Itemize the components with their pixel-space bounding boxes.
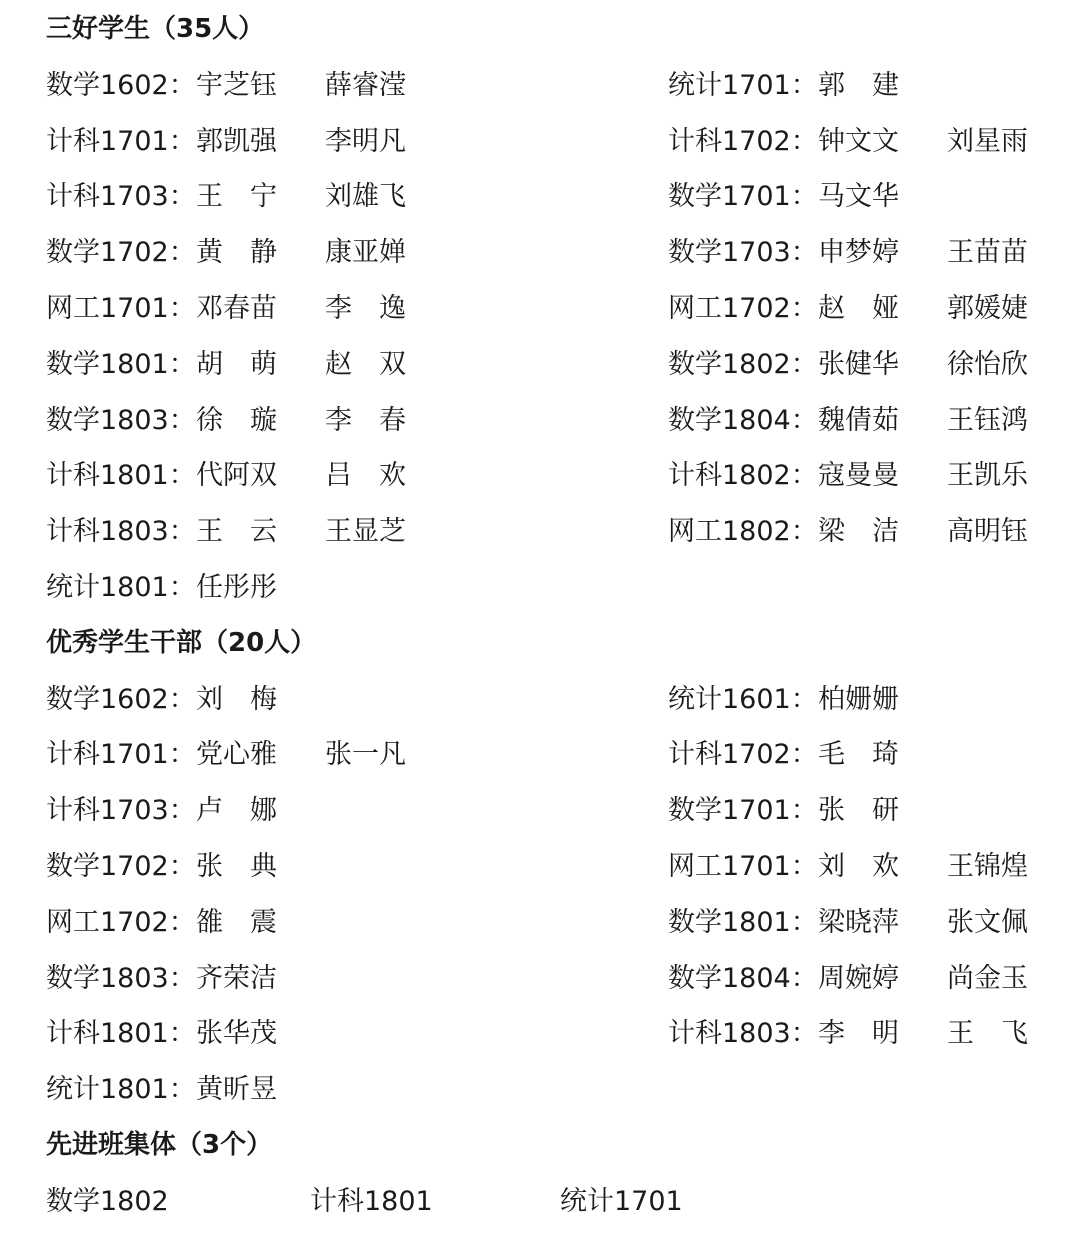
student-name: 薛睿滢 — [325, 69, 406, 101]
class-label: 计科1703： — [46, 795, 196, 827]
advanced-class: 计科1801 — [310, 1185, 433, 1217]
student-name: 黄 静 — [196, 237, 277, 269]
student-name: 魏倩茹 — [818, 404, 899, 436]
student-name: 李 明 — [818, 1018, 899, 1050]
class-label: 计科1701： — [46, 739, 196, 771]
class-label: 数学1602： — [46, 69, 196, 101]
class-label: 网工1701： — [46, 292, 196, 324]
class-label: 计科1801： — [46, 460, 196, 492]
class-label: 数学1801： — [668, 906, 818, 938]
class-label: 统计1701： — [668, 69, 818, 101]
student-name: 申梦婷 — [818, 237, 899, 269]
student-name: 吕 欢 — [325, 460, 406, 492]
class-label: 数学1701： — [668, 795, 818, 827]
class-label: 数学1602： — [46, 683, 196, 715]
student-name: 梁 洁 — [818, 516, 899, 548]
award-row — [46, 225, 1056, 281]
student-name: 张 研 — [818, 795, 899, 827]
class-label: 计科1702： — [668, 125, 818, 157]
student-name: 刘 欢 — [818, 850, 899, 882]
student-name: 王 宁 — [196, 181, 277, 213]
student-name: 李 逸 — [325, 292, 406, 324]
student-name: 雒 震 — [196, 906, 277, 938]
class-label: 计科1803： — [668, 1018, 818, 1050]
class-label: 数学1702： — [46, 850, 196, 882]
class-label: 数学1801： — [46, 348, 196, 380]
student-name: 邓春苗 — [196, 292, 277, 324]
student-name: 康亚婵 — [325, 237, 406, 269]
student-name: 卢 娜 — [196, 795, 277, 827]
class-label: 数学1803： — [46, 962, 196, 994]
student-name: 郭凯强 — [196, 125, 277, 157]
class-label: 计科1702： — [668, 739, 818, 771]
student-name: 柏姗姗 — [818, 683, 899, 715]
class-label: 数学1804： — [668, 404, 818, 436]
award-row — [46, 114, 1056, 170]
student-name: 张健华 — [818, 348, 899, 380]
award-row — [46, 504, 1056, 560]
award-row — [46, 839, 1056, 895]
award-row — [46, 1062, 1056, 1118]
advanced-class-row — [46, 1174, 1056, 1230]
student-name: 王凯乐 — [947, 460, 1028, 492]
section-heading: 三好学生（35人） — [46, 14, 265, 44]
student-name: 徐 璇 — [196, 404, 277, 436]
student-name: 王 飞 — [947, 1018, 1028, 1050]
advanced-class: 数学1802 — [46, 1185, 169, 1217]
student-name: 党心雅 — [196, 739, 277, 771]
award-row — [46, 281, 1056, 337]
class-label: 数学1702： — [46, 237, 196, 269]
student-name: 王钰鸿 — [947, 404, 1028, 436]
student-name: 毛 琦 — [818, 739, 899, 771]
class-label: 数学1804： — [668, 962, 818, 994]
student-name: 郭媛婕 — [947, 292, 1028, 324]
student-name: 李 春 — [325, 404, 406, 436]
award-row — [46, 672, 1056, 728]
award-row — [46, 951, 1056, 1007]
award-row — [46, 783, 1056, 839]
student-name: 马文华 — [818, 181, 899, 213]
award-row — [46, 337, 1056, 393]
student-name: 刘 梅 — [196, 683, 277, 715]
class-label: 统计1801： — [46, 1074, 196, 1106]
student-name: 郭 建 — [818, 69, 899, 101]
student-name: 李明凡 — [325, 125, 406, 157]
student-name: 宇芝钰 — [196, 69, 277, 101]
class-label: 计科1703： — [46, 181, 196, 213]
student-name: 黄昕昱 — [196, 1074, 277, 1106]
class-label: 数学1701： — [668, 181, 818, 213]
student-name: 尚金玉 — [947, 962, 1028, 994]
student-name: 刘雄飞 — [325, 181, 406, 213]
advanced-class: 统计1701 — [560, 1185, 683, 1217]
award-row — [46, 448, 1056, 504]
student-name: 王显芝 — [325, 516, 406, 548]
student-name: 张文佩 — [947, 906, 1028, 938]
award-row — [46, 1006, 1056, 1062]
student-name: 张华茂 — [196, 1018, 277, 1050]
class-label: 计科1802： — [668, 460, 818, 492]
student-name: 高明钰 — [947, 516, 1028, 548]
award-list-document — [46, 2, 1056, 1230]
student-name: 徐怡欣 — [947, 348, 1028, 380]
award-row — [46, 58, 1056, 114]
class-label: 网工1702： — [668, 292, 818, 324]
class-label: 数学1802： — [668, 348, 818, 380]
student-name: 代阿双 — [196, 460, 277, 492]
class-label: 计科1803： — [46, 516, 196, 548]
student-name: 周婉婷 — [818, 962, 899, 994]
student-name: 张一凡 — [325, 739, 406, 771]
class-label: 计科1701： — [46, 125, 196, 157]
student-name: 张 典 — [196, 850, 277, 882]
award-row — [46, 727, 1056, 783]
student-name: 钟文文 — [818, 125, 899, 157]
student-name: 王苗苗 — [947, 237, 1028, 269]
award-row — [46, 895, 1056, 951]
class-label: 计科1801： — [46, 1018, 196, 1050]
section-heading: 先进班集体（3个） — [46, 1129, 273, 1160]
class-label: 统计1801： — [46, 571, 196, 603]
student-name: 梁晓萍 — [818, 906, 899, 938]
student-name: 任彤彤 — [196, 571, 277, 603]
class-label: 数学1803： — [46, 404, 196, 436]
class-label: 数学1703： — [668, 237, 818, 269]
student-name: 寇曼曼 — [818, 460, 899, 492]
class-label: 网工1702： — [46, 906, 196, 938]
student-name: 赵 双 — [325, 348, 406, 380]
class-label: 统计1601： — [668, 683, 818, 715]
award-row — [46, 393, 1056, 449]
award-row — [46, 169, 1056, 225]
student-name: 王锦煌 — [947, 850, 1028, 882]
student-name: 胡 萌 — [196, 348, 277, 380]
class-label: 网工1701： — [668, 850, 818, 882]
student-name: 王 云 — [196, 516, 277, 548]
student-name: 齐荣洁 — [196, 962, 277, 994]
award-row — [46, 560, 1056, 616]
student-name: 刘星雨 — [947, 125, 1028, 157]
student-name: 赵 娅 — [818, 292, 899, 324]
section-heading: 优秀学生干部（20人） — [46, 627, 317, 658]
class-label: 网工1802： — [668, 516, 818, 548]
